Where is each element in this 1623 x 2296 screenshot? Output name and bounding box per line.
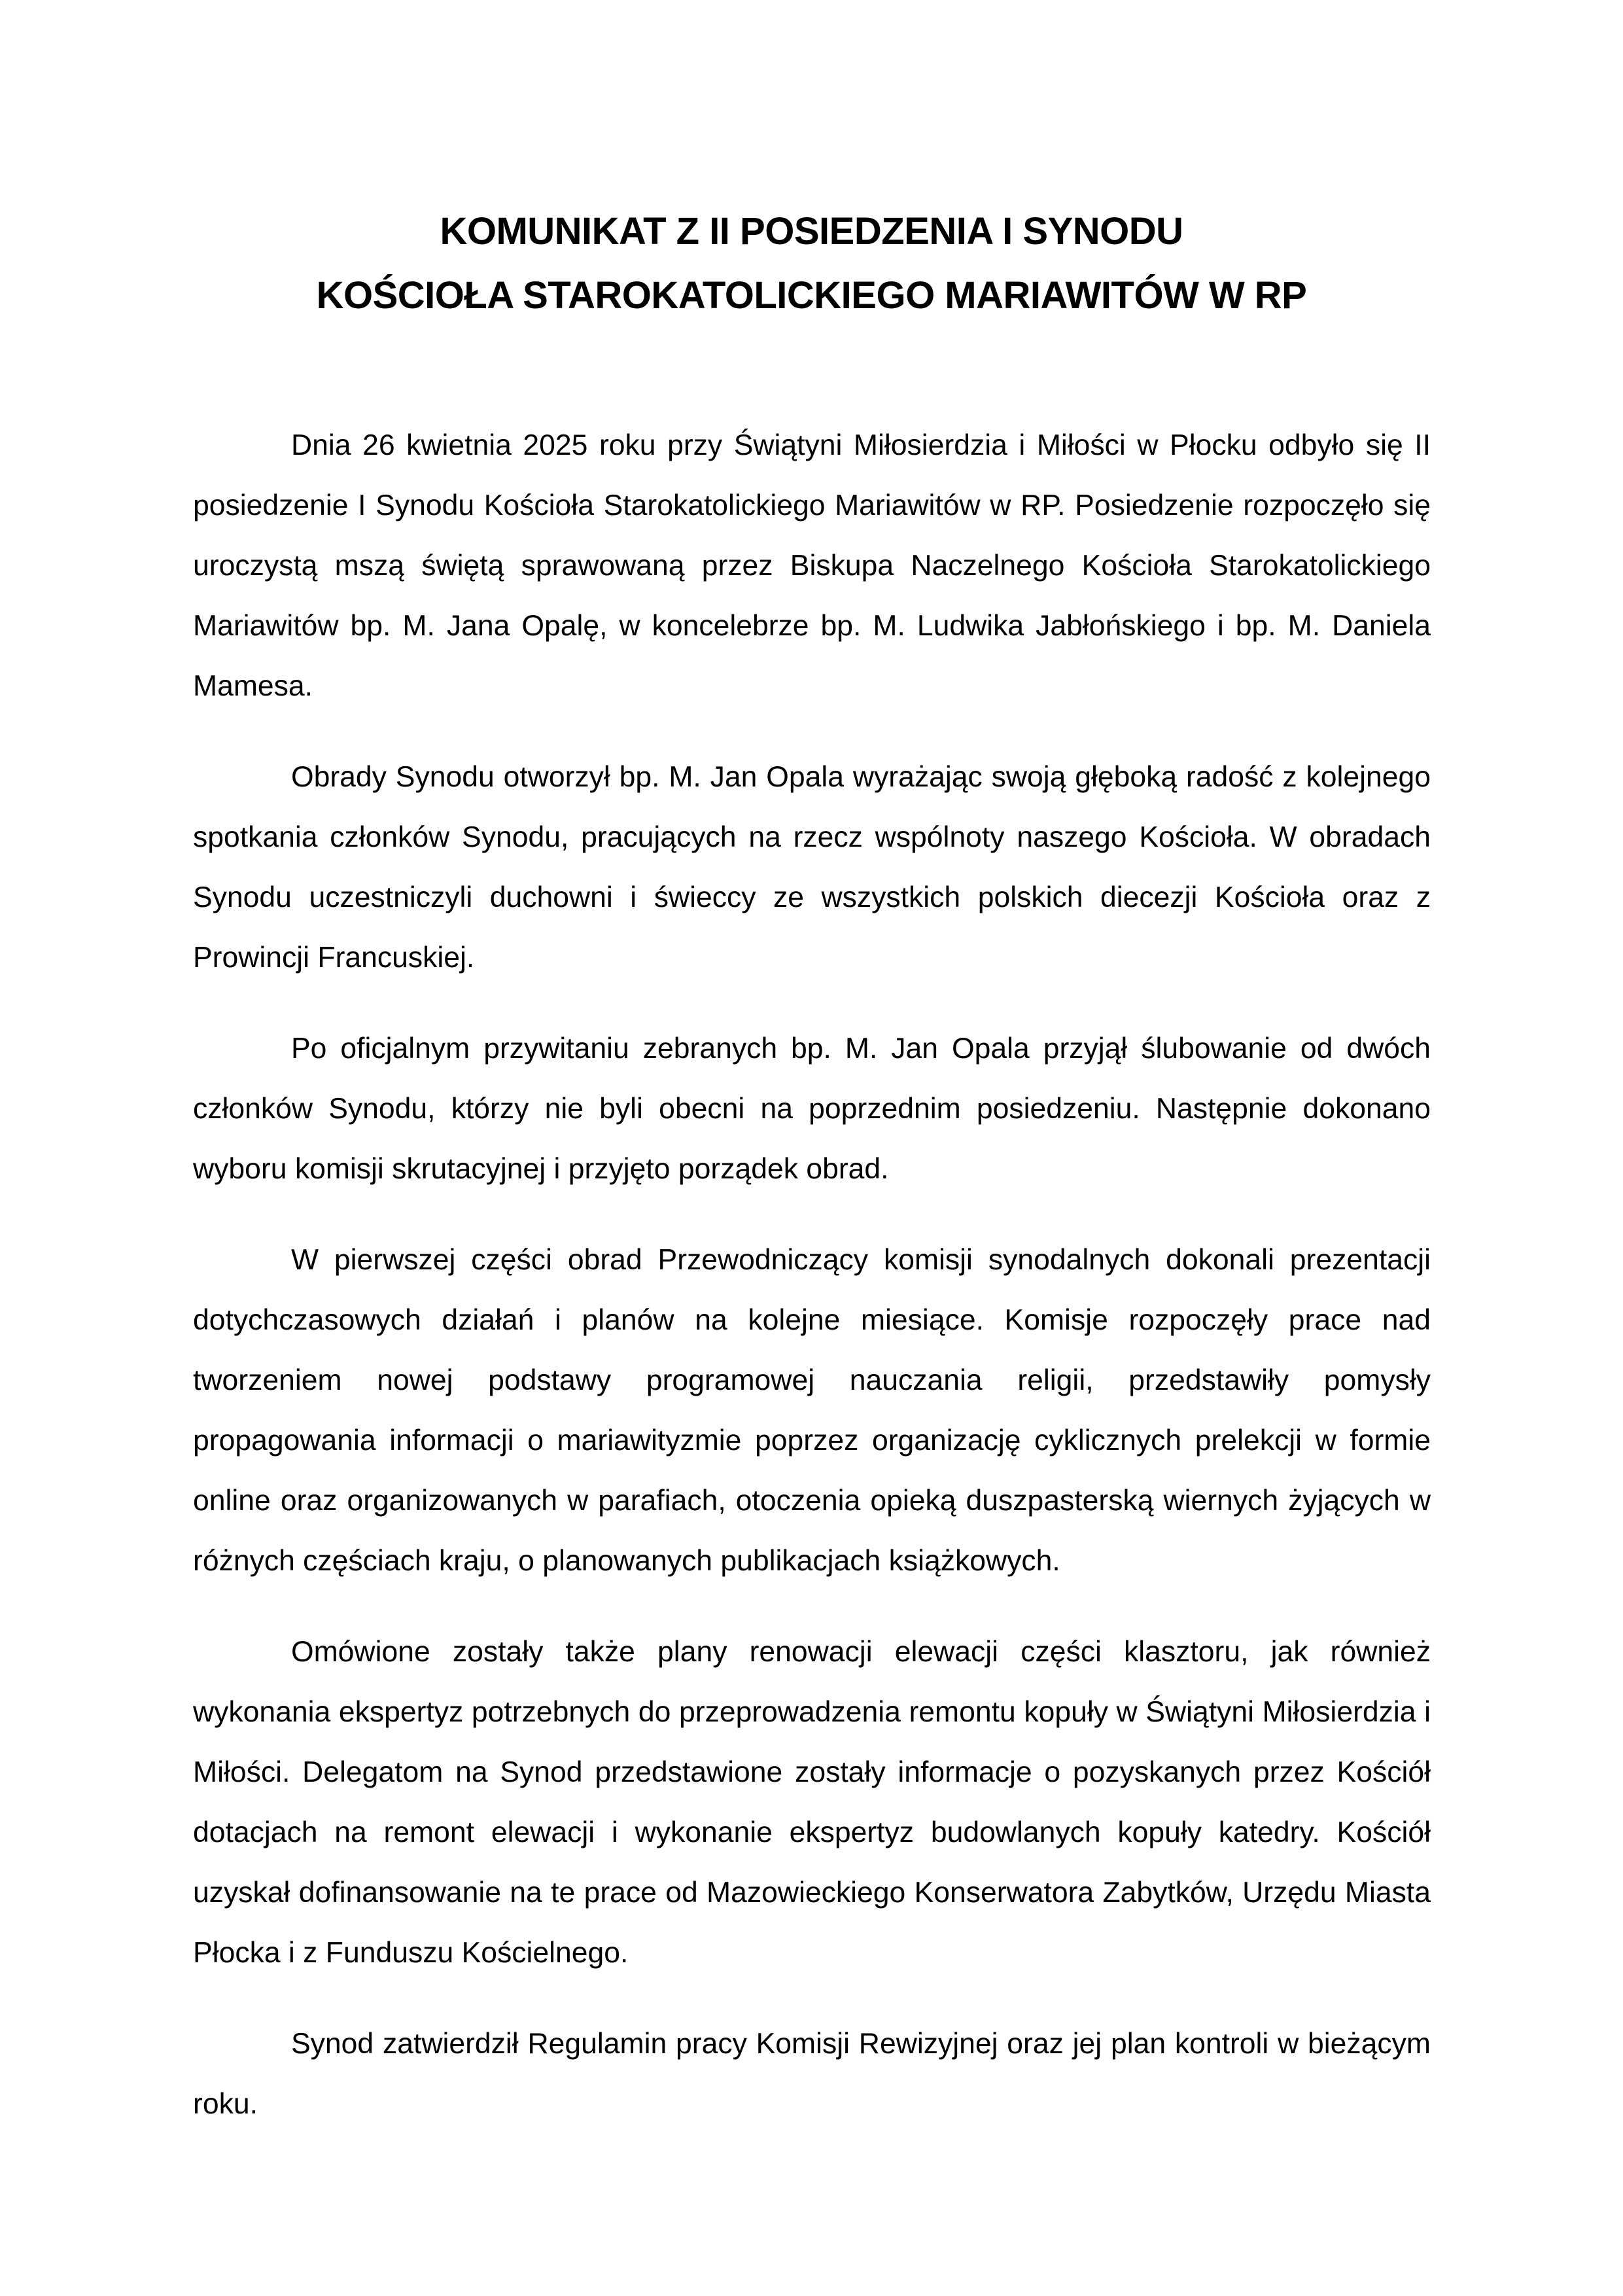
paragraph-commissions: W pierwszej części obrad Przewodniczący komisji synodalnych dokonali prezentacji dotychczasowych działań i planów na kolejne miesiące. Komisje rozpoczęły prace nad tworzeniem nowej podstawy programowej nauczania religii, przedstawiły pomysły propagowania informacji o mariawityzmie poprzez organizację cyklicznych prelekcji w formie online oraz organizowanych w parafiach, otoczenia opieką duszpasterską wiernych żyjących w różnych częściach kraju, o planowanych publikacjach książkowych. [193, 1244, 1431, 1577]
paragraph-renovation: Omówione zostały także plany renowacji elewacji części klasztoru, jak również wykonania ekspertyz potrzebnych do przeprowadzenia remontu kopuły w Świątyni Miłosierdzia i Miłości. Delegatom na Synod przedstawione zostały informacje o pozyskanych przez Kościół dotacjach na remont elewacji i wykonanie ekspertyz budowlanych kopuły katedry. Kościół uzyskał dofinansowanie na te prace od Mazowieckiego Konserwatora Zabytków, Urzędu Miasta Płocka i z Funduszu Kościelnego. [193, 1636, 1431, 1969]
title-line-1: KOMUNIKAT Z II POSIEDZENIA I SYNODU [440, 210, 1183, 253]
title-line-2: KOŚCIOŁA STAROKATOLICKIEGO MARIAWITÓW W RP [316, 274, 1307, 317]
document-title [0, 200, 1623, 328]
document-body [193, 415, 1431, 2165]
paragraph-synod-opened: Obrady Synodu otworzył bp. M. Jan Opala wyrażając swoją głęboką radość z kolejnego spotkania członków Synodu, pracujących na rzecz wspólnoty naszego Kościoła. W obradach Synodu uczestniczyli duchowni i świeccy ze wszystkich polskich diecezji Kościoła oraz z Prowincji Francuskiej. [193, 761, 1431, 974]
paragraph-oath: Po oficjalnym przywitaniu zebranych bp. M. Jan Opala przyjął ślubowanie od dwóch członków Synodu, którzy nie byli obecni na poprzednim posiedzeniu. Następnie dokonano wyboru komisji skrutacyjnej i przyjęto porządek obrad. [193, 1033, 1431, 1185]
paragraph-audit-regulation: Synod zatwierdził Regulamin pracy Komisji Rewizyjnej oraz jej plan kontroli w bieżącym roku. [193, 2028, 1431, 2120]
paragraph-opening: Dnia 26 kwietnia 2025 roku przy Świątyni Miłosierdzia i Miłości w Płocku odbyło się II posiedzenie I Synodu Kościoła Starokatolickiego Mariawitów w RP. Posiedzenie rozpoczęło się uroczystą mszą świętą sprawowaną przez Biskupa Naczelnego Kościoła Starokatolickiego Mariawitów bp. M. Jana Opalę, w koncelebrze bp. M. Ludwika Jabłońskiego i bp. M. Daniela Mamesa. [193, 429, 1431, 702]
